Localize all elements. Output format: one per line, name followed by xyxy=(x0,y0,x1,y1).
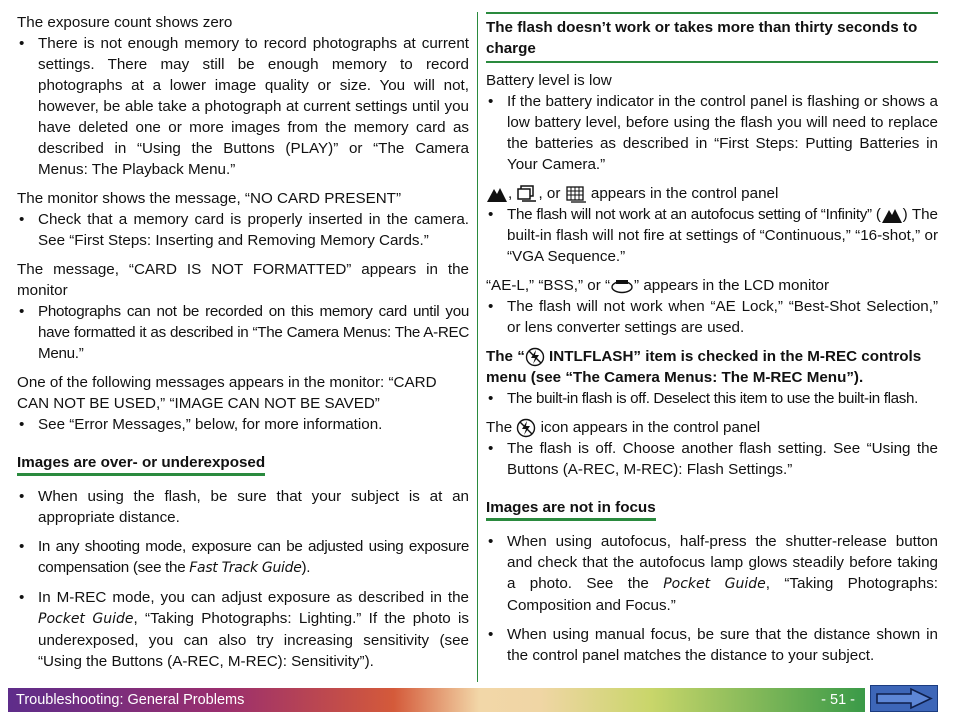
mrec-text-end: , “Taking Photographs: Lighting.” If the photo is underexposed, you can also try increasing sensitivity (see “Using the Buttons (A-REC, M-REC): Sensitivity”). xyxy=(38,610,469,670)
card-messages-heading: One of the following messages appears in the monitor: “CARD CAN NOT BE USED,” “IMAGE CAN NOT BE SAVED” xyxy=(17,374,437,412)
no-card-bullet: • Check that a memory card is properly inserted in the camera. See “First Steps: Inserting and Removing Memory Cards.” xyxy=(17,209,469,251)
mode-sep-2: , or xyxy=(538,185,561,202)
flash-cancel-icon xyxy=(516,418,536,438)
flash-off-heading-start: The xyxy=(486,419,513,436)
intlflash-bullet: • The built-in flash is off. Deselect this item to use the built-in flash. xyxy=(486,388,938,409)
infinity-text: The flash will not work at an autofocus setting of “Infinity” ( xyxy=(507,206,881,223)
no-card-heading: The monitor shows the message, “NO CARD PRESENT” xyxy=(17,190,402,207)
exposure-count-heading: The exposure count shows zero xyxy=(17,14,233,31)
footer-bar xyxy=(8,688,865,712)
focus-item-autofocus xyxy=(486,531,938,616)
column-divider xyxy=(477,12,478,682)
card-messages-bullet: • See “Error Messages,” below, for more information. xyxy=(17,414,469,435)
pocket-guide-ref: Pocket Guide xyxy=(38,611,134,627)
exposure-list xyxy=(17,486,469,672)
exposure-section-heading: Images are over- or underexposed xyxy=(17,453,265,476)
infinity-mountain-icon xyxy=(486,185,508,203)
infinity-mountain-inline-icon xyxy=(881,206,903,224)
mode-icons-bullet xyxy=(486,204,938,267)
left-column xyxy=(17,12,469,680)
flash-off-block xyxy=(486,417,938,480)
mode-icons-block xyxy=(486,183,938,267)
focus-list xyxy=(486,531,938,666)
mrec-text: In M-REC mode, you can adjust exposure as described in the xyxy=(38,589,469,606)
right-arrow-icon xyxy=(871,686,937,711)
card-messages-block xyxy=(17,372,469,435)
right-column xyxy=(486,12,938,674)
continuous-icon xyxy=(516,185,538,203)
focus-section-heading: Images are not in focus xyxy=(486,498,656,521)
exposure-count-block xyxy=(17,12,469,180)
flash-section-heading: The flash doesn’t work or takes more than thirty seconds to charge xyxy=(486,12,938,63)
ae-lock-block xyxy=(486,275,938,338)
autofocus-text-end: , “Taking Photographs: Composition and Focus.” xyxy=(507,575,939,614)
not-formatted-block xyxy=(17,259,469,364)
battery-heading: Battery level is low xyxy=(486,72,612,89)
ae-lock-bullet: • The flash will not work when “AE Lock,” “Best-Shot Selection,” or lens converter settings are used. xyxy=(486,296,938,338)
footer-section-title[interactable]: Troubleshooting: General Problems xyxy=(16,692,245,708)
exposure-count-bullet: • There is not enough memory to record photographs at current settings. There may still be enough memory to record photographs at a lower image quality or size. You will not, however, be able take a photograph at current settings until you have deleted one or more images from the memory card as described in “Using the Buttons (PLAY)” or “The Camera Menus: The Playback Menu.” xyxy=(17,33,469,180)
page-number: - 51 - xyxy=(821,692,855,708)
mode-sep-1: , xyxy=(508,185,513,202)
exposure-item-compensation xyxy=(17,536,469,579)
battery-block xyxy=(486,70,938,175)
lens-converter-icon xyxy=(610,278,634,294)
flash-off-heading xyxy=(486,417,938,438)
not-formatted-bullet: • Photographs can not be recorded on this memory card until you have formatted it as described in “The Camera Menus: The A-REC Menu.” xyxy=(17,301,469,364)
fast-track-guide-ref: Fast Track Guide xyxy=(189,560,302,576)
exposure-compensation-end: ). xyxy=(301,559,311,576)
ae-lock-heading xyxy=(486,275,938,296)
focus-item-manual: • When using manual focus, be sure that the distance shown in the control panel matches the distance to your subject. xyxy=(486,624,938,666)
not-formatted-heading: The message, “CARD IS NOT FORMATTED” appears in the monitor xyxy=(17,261,469,299)
intlflash-heading-end: INTLFLASH” item is checked in the M-REC controls menu (see “The Camera Menus: The M-REC Menu”). xyxy=(486,348,922,386)
flash-off-icon xyxy=(525,347,545,367)
pocket-guide-focus-ref: Pocket Guide xyxy=(663,576,766,592)
exposure-compensation-text: In any shooting mode, exposure can be adjusted using exposure compensation (see the xyxy=(38,538,469,576)
autofocus-text: When using autofocus, half-press the shutter-release button and check that the autofocus lamp glows steadily before taking a photo. See the xyxy=(507,533,938,592)
next-page-button[interactable] xyxy=(870,685,938,712)
sixteen-shot-icon xyxy=(565,185,587,203)
exposure-item-mrec xyxy=(17,587,469,672)
infinity-text-end: ) The built-in flash will not fire at settings of “Continuous,” “16-shot,” or “VGA Sequence.” xyxy=(507,206,938,265)
flash-off-bullet: • The flash is off. Choose another flash setting. See “Using the Buttons (A-REC, M-REC): Flash Settings.” xyxy=(486,438,938,480)
flash-off-heading-end: icon appears in the control panel xyxy=(540,419,761,436)
mode-icons-heading xyxy=(486,183,938,204)
ae-lock-heading-end: ” appears in the LCD monitor xyxy=(634,277,830,294)
intlflash-block xyxy=(486,346,938,409)
exposure-item-flash-distance: • When using the flash, be sure that your subject is at an appropriate distance. xyxy=(17,486,469,528)
ae-lock-heading-start: “AE-L,” “BSS,” or “ xyxy=(486,277,611,294)
intlflash-heading xyxy=(486,346,938,388)
battery-bullet: • If the battery indicator in the control panel is flashing or shows a low battery level, before using the flash you will need to replace the batteries as described in “First Steps: Putting Batteries in Your Camera.” xyxy=(486,91,938,175)
mode-icons-title: appears in the control panel xyxy=(590,185,779,202)
no-card-block xyxy=(17,188,469,251)
intlflash-heading-start: The “ xyxy=(486,348,525,365)
